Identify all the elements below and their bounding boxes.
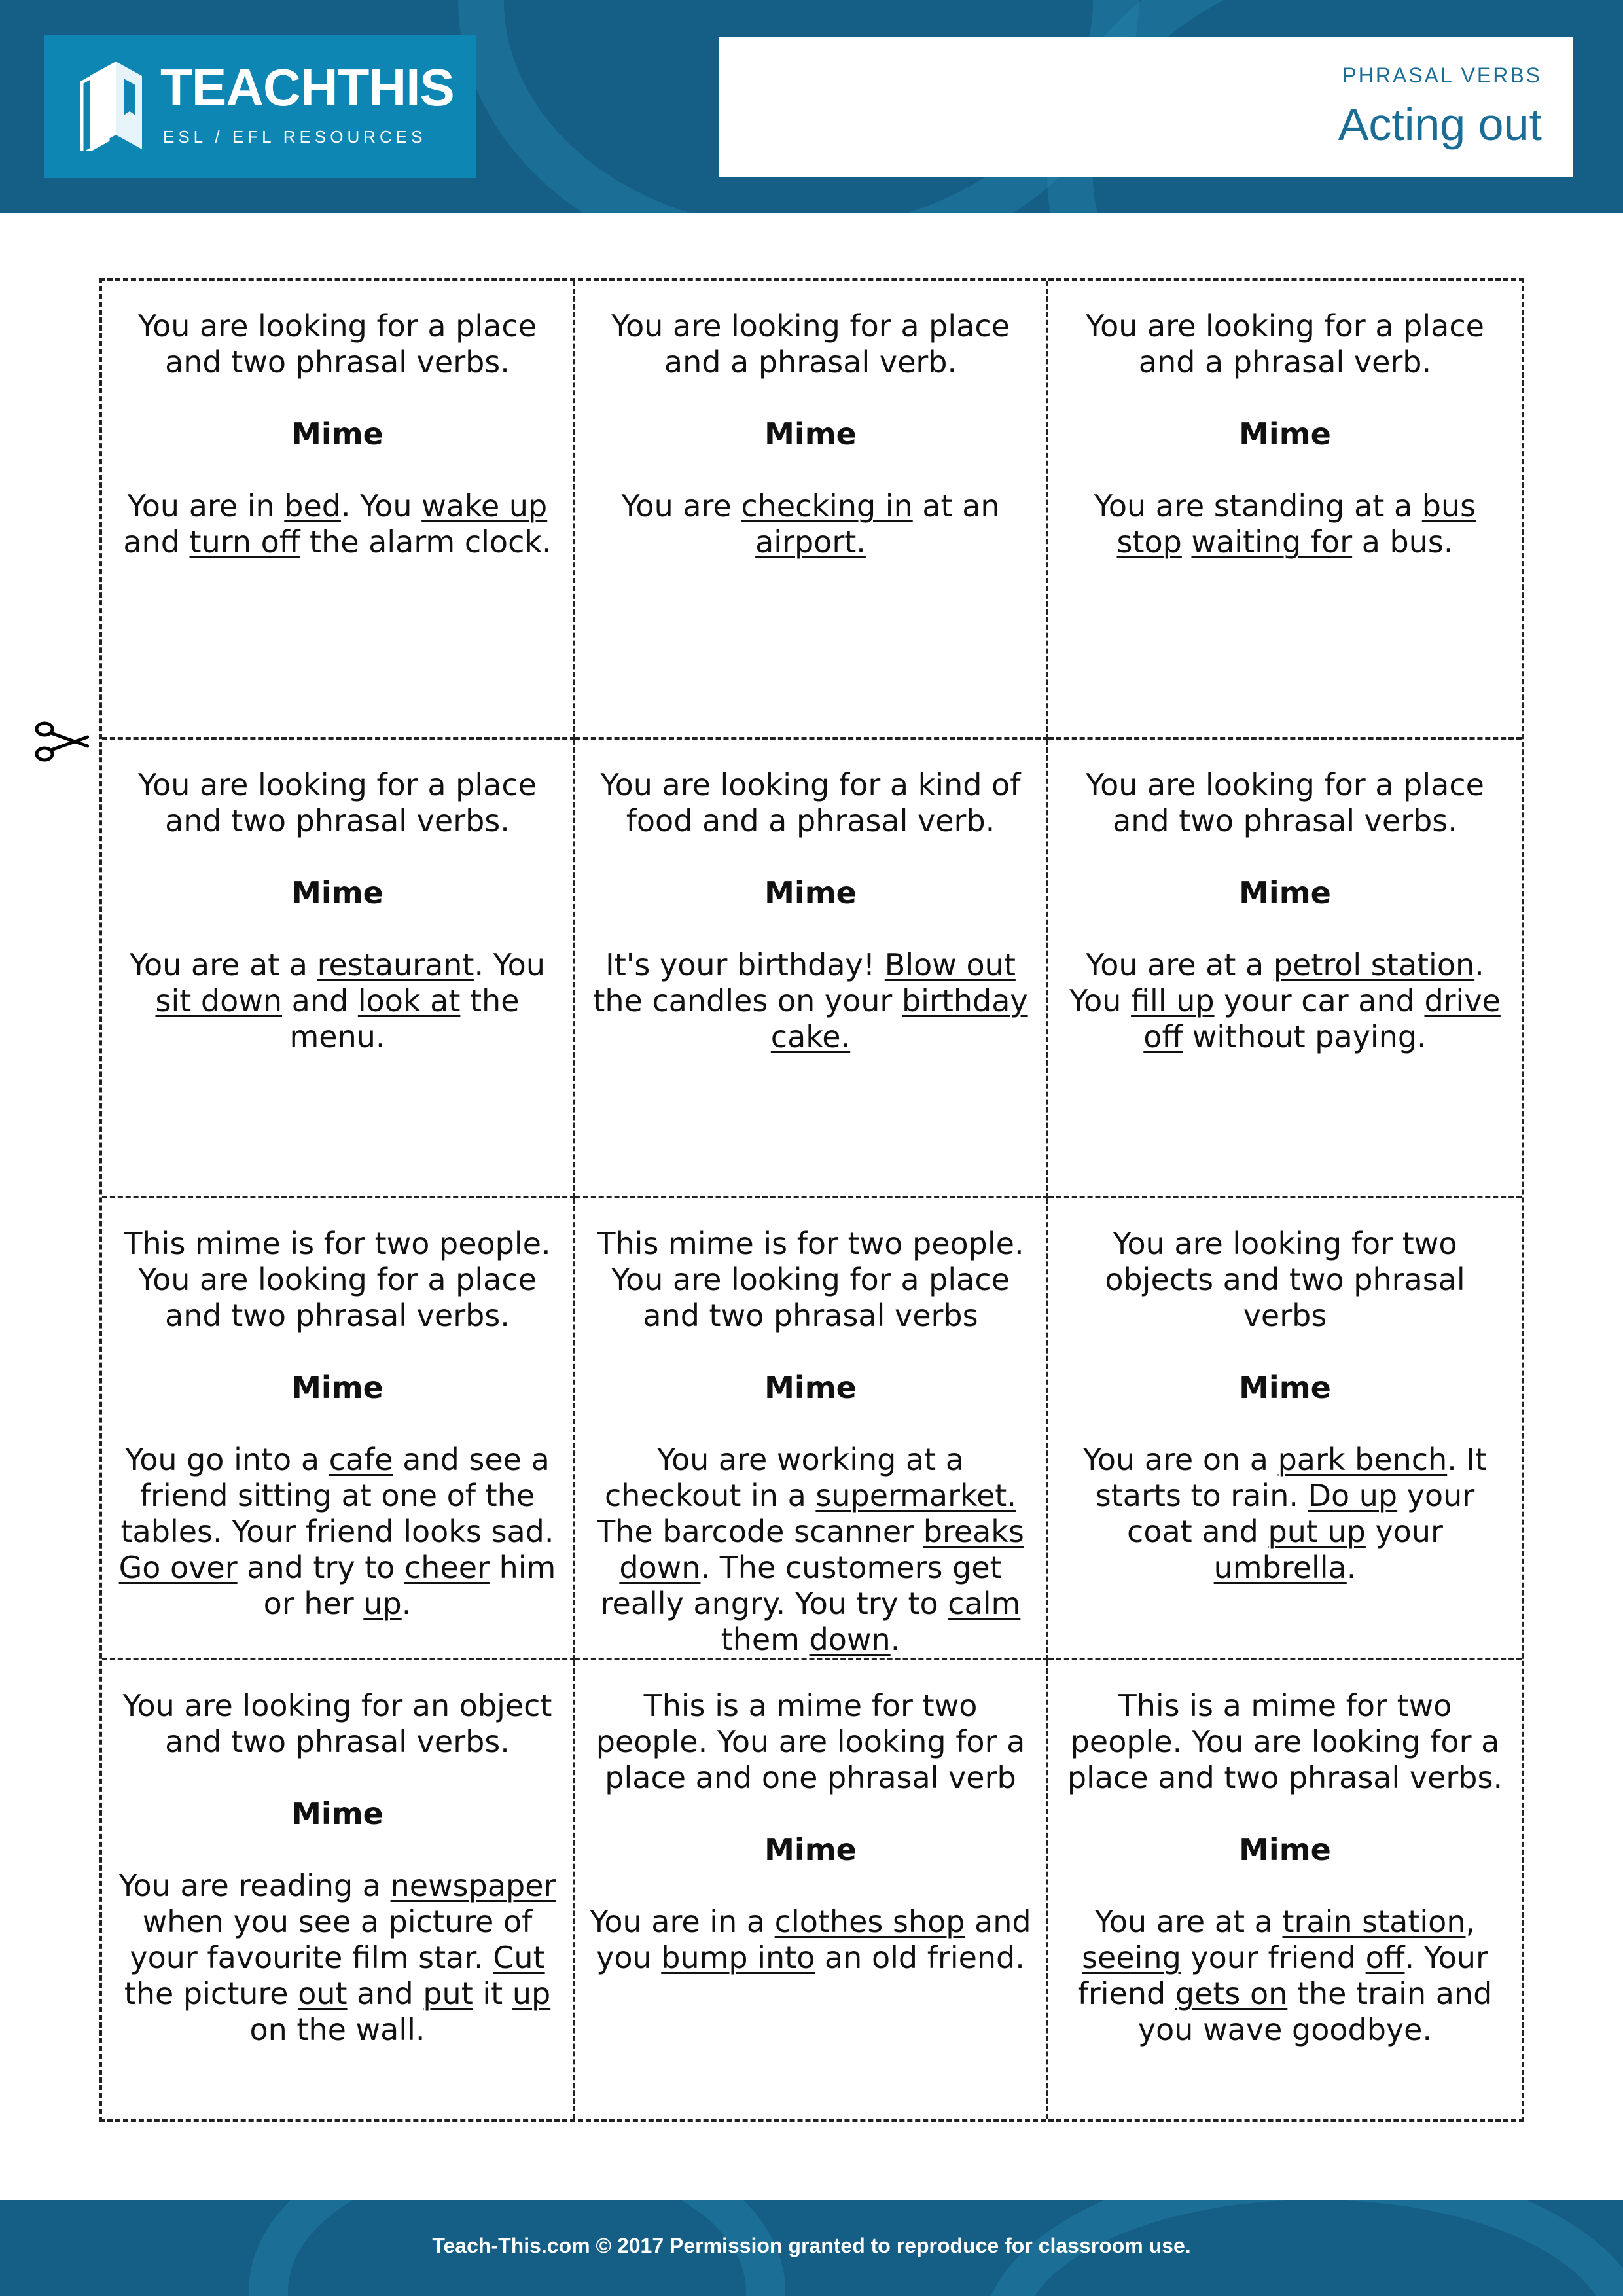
phrasal-verb-keyword: restaurant xyxy=(317,947,474,982)
copyright-notice: Teach-This.com © 2017 Permission granted to reproduce for classroom use. xyxy=(432,2234,1191,2257)
card-mime-heading: Mime xyxy=(1239,875,1331,910)
card-instructions: You are looking for a place and two phrasal verbs. xyxy=(138,767,537,838)
phrasal-verb-keyword: Cut xyxy=(493,1940,545,1975)
card-mime-heading: Mime xyxy=(291,1370,383,1405)
phrasal-verb-keyword: gets on xyxy=(1175,1976,1288,2011)
mime-card xyxy=(102,281,575,740)
scissors-icon xyxy=(34,719,89,764)
scenario-text: the menu. xyxy=(289,983,520,1054)
scenario-text: the candles on your xyxy=(593,983,902,1018)
card-mime-heading: Mime xyxy=(1239,1370,1331,1405)
scenario-text: and try to xyxy=(237,1550,405,1585)
card-scenario xyxy=(587,947,1034,1055)
phrasal-verb-keyword: petrol station xyxy=(1273,947,1475,982)
phrasal-verb-keyword: turn off xyxy=(189,524,300,560)
scenario-text: . It starts to rain. xyxy=(1095,1442,1488,1513)
scenario-text: You are reading a xyxy=(118,1868,391,1903)
scenario-text: . Your friend xyxy=(1077,1940,1488,2011)
mime-card xyxy=(575,1660,1048,2119)
card-scenario xyxy=(1060,488,1510,560)
scenario-text: . You xyxy=(474,947,545,982)
mime-card xyxy=(1048,281,1522,740)
mime-card xyxy=(575,1198,1048,1660)
card-instructions: You are looking for a kind of food and a phrasal verb. xyxy=(600,767,1021,838)
scenario-text: the picture xyxy=(124,1976,298,2011)
card-instructions: You are looking for a place and two phrasal verbs. xyxy=(138,308,537,380)
phrasal-verb-keyword: cafe xyxy=(329,1442,393,1477)
phrasal-verb-keyword: cheer xyxy=(404,1550,490,1585)
phrasal-verb-keyword: checking in xyxy=(741,488,913,524)
scenario-text: without paying. xyxy=(1183,1019,1427,1054)
card-scenario xyxy=(114,488,561,560)
scenario-text: an old friend. xyxy=(815,1940,1025,1975)
phrasal-verb-keyword: put xyxy=(423,1976,473,2011)
card-scenario xyxy=(587,488,1034,560)
phrasal-verb-keyword: Do up xyxy=(1308,1478,1398,1513)
phrasal-verb-keyword: Go over xyxy=(118,1550,238,1585)
phrasal-verb-keyword: breaks down xyxy=(619,1514,1024,1585)
phrasal-verb-keyword: sit down xyxy=(155,983,283,1018)
card-mime-heading: Mime xyxy=(291,1796,383,1831)
footer-banner xyxy=(0,2200,1623,2296)
title-box xyxy=(719,37,1573,177)
scenario-text: your car and xyxy=(1214,983,1425,1018)
logo[interactable] xyxy=(44,35,476,178)
phrasal-verb-keyword: down xyxy=(809,1622,891,1657)
card-scenario xyxy=(1060,1442,1510,1586)
scenario-text: and you xyxy=(596,1904,1031,1975)
scenario-text: You are on a xyxy=(1082,1442,1278,1477)
phrasal-verb-keyword: waiting for xyxy=(1191,524,1353,560)
phrasal-verb-keyword: clothes shop xyxy=(774,1904,965,1939)
scenario-text: on the wall. xyxy=(249,2012,425,2047)
scenario-text: You are xyxy=(621,488,741,524)
book-icon xyxy=(77,56,155,151)
scenario-text: and xyxy=(282,983,358,1018)
phrasal-verb-keyword: out xyxy=(298,1976,348,2011)
logo-text: TEACHTHIS xyxy=(160,58,454,117)
card-scenario xyxy=(114,1442,561,1622)
scenario-text: You are in xyxy=(127,488,285,524)
mime-card xyxy=(102,1660,575,2119)
mime-card xyxy=(102,740,575,1198)
phrasal-verb-keyword: airport. xyxy=(755,524,866,560)
scenario-text: The barcode scanner xyxy=(597,1514,923,1549)
phrasal-verb-keyword: newspaper xyxy=(390,1868,556,1903)
card-instructions: This is a mime for two people. You are looking for a place and one phrasal verb xyxy=(596,1688,1026,1795)
scenario-text xyxy=(1182,524,1192,560)
mime-card xyxy=(1048,1660,1522,2119)
card-grid xyxy=(99,278,1524,2122)
card-scenario xyxy=(1060,947,1510,1055)
mime-card xyxy=(1048,1198,1522,1660)
scenario-text: You are working at a checkout in a xyxy=(605,1442,965,1513)
phrasal-verb-keyword: train station xyxy=(1282,1904,1466,1939)
phrasal-verb-keyword: off xyxy=(1365,1940,1405,1975)
card-mime-heading: Mime xyxy=(764,416,857,452)
phrasal-verb-keyword: up xyxy=(363,1586,402,1621)
phrasal-verb-keyword: look at xyxy=(357,983,461,1018)
scenario-text: It's your birthday! xyxy=(605,947,885,982)
card-mime-heading: Mime xyxy=(764,875,857,910)
scenario-text: . The customers get really angry. You try to xyxy=(600,1550,1002,1621)
scenario-text: the alarm clock. xyxy=(300,524,552,560)
scenario-text: the train and you wave goodbye. xyxy=(1137,1976,1493,2047)
scenario-text: You are in a xyxy=(590,1904,775,1939)
scenario-text: . xyxy=(890,1622,901,1657)
mime-card xyxy=(575,740,1048,1198)
scenario-text: them xyxy=(721,1622,810,1657)
scenario-text: at an xyxy=(912,488,1000,524)
logo-tagline: ESL / EFL RESOURCES xyxy=(163,127,427,147)
card-scenario xyxy=(1060,1904,1510,2048)
scenario-text: You go into a xyxy=(125,1442,329,1477)
card-instructions: You are looking for an object and two phrasal verbs. xyxy=(122,1688,552,1759)
phrasal-verb-keyword: seeing xyxy=(1082,1940,1181,1975)
scenario-text: . xyxy=(401,1586,412,1621)
worksheet-category: PHRASAL VERBS xyxy=(1342,63,1542,87)
phrasal-verb-keyword: bus stop xyxy=(1116,488,1476,560)
phrasal-verb-keyword: birthday cake. xyxy=(770,983,1028,1054)
card-mime-heading: Mime xyxy=(1239,416,1331,452)
scenario-text: your friend xyxy=(1181,1940,1366,1975)
card-instructions: You are looking for a place and a phrasal verb. xyxy=(1086,308,1484,380)
card-scenario xyxy=(587,1442,1034,1658)
scenario-text: it xyxy=(473,1976,512,2011)
card-scenario xyxy=(587,1904,1034,1976)
scenario-text: You are at a xyxy=(1094,1904,1283,1939)
phrasal-verb-keyword: drive off xyxy=(1143,983,1501,1054)
card-instructions: This mime is for two people. You are looking for a place and two phrasal verbs xyxy=(597,1226,1024,1333)
card-mime-heading: Mime xyxy=(764,1832,857,1867)
scenario-text: him or her xyxy=(263,1550,556,1621)
phrasal-verb-keyword: put up xyxy=(1268,1514,1366,1549)
scenario-text: . xyxy=(1346,1550,1357,1585)
card-scenario xyxy=(114,1868,561,2048)
card-instructions: This is a mime for two people. You are looking for a place and two phrasal verbs. xyxy=(1067,1688,1503,1795)
mime-card xyxy=(575,281,1048,740)
phrasal-verb-keyword: up xyxy=(512,1976,551,2011)
scenario-text: a bus. xyxy=(1352,524,1454,560)
card-mime-heading: Mime xyxy=(291,416,383,452)
phrasal-verb-keyword: park bench xyxy=(1277,1442,1448,1477)
card-mime-heading: Mime xyxy=(291,875,383,910)
worksheet-title: Acting out xyxy=(1338,99,1542,150)
scenario-text: and xyxy=(123,524,190,560)
card-mime-heading: Mime xyxy=(764,1370,857,1405)
scenario-text: . You xyxy=(340,488,422,524)
phrasal-verb-keyword: calm xyxy=(948,1586,1021,1621)
scenario-text: You are at a xyxy=(130,947,317,982)
scenario-text: your coat and xyxy=(1127,1478,1475,1549)
scenario-text: and xyxy=(347,1976,423,2011)
card-instructions: This mime is for two people. You are looking for a place and two phrasal verbs. xyxy=(124,1226,551,1333)
phrasal-verb-keyword: wake up xyxy=(421,488,548,524)
card-instructions: You are looking for a place and two phrasal verbs. xyxy=(1086,767,1484,838)
scenario-text: your xyxy=(1365,1514,1443,1549)
phrasal-verb-keyword: bump into xyxy=(661,1940,815,1975)
mime-card xyxy=(102,1198,575,1660)
card-instructions: You are looking for two objects and two phrasal verbs xyxy=(1105,1226,1465,1333)
phrasal-verb-keyword: supermarket. xyxy=(815,1478,1016,1513)
scenario-text: and see a friend sitting at one of the tables. Your friend looks sad. xyxy=(120,1442,554,1549)
scenario-text: . You xyxy=(1069,947,1484,1018)
phrasal-verb-keyword: umbrella xyxy=(1213,1550,1347,1585)
phrasal-verb-keyword: fill up xyxy=(1131,983,1215,1018)
phrasal-verb-keyword: bed xyxy=(284,488,341,524)
card-mime-heading: Mime xyxy=(1239,1832,1331,1867)
mime-card xyxy=(1048,740,1522,1198)
scenario-text: You are standing at a xyxy=(1094,488,1422,524)
phrasal-verb-keyword: Blow out xyxy=(884,947,1016,982)
card-instructions: You are looking for a place and a phrasal verb. xyxy=(611,308,1010,380)
header-banner xyxy=(0,0,1623,213)
card-scenario xyxy=(114,947,561,1055)
scenario-text: when you see a picture of your favourite film star. xyxy=(130,1904,533,1975)
scenario-text: You are at a xyxy=(1086,947,1274,982)
scenario-text: , xyxy=(1465,1904,1476,1939)
